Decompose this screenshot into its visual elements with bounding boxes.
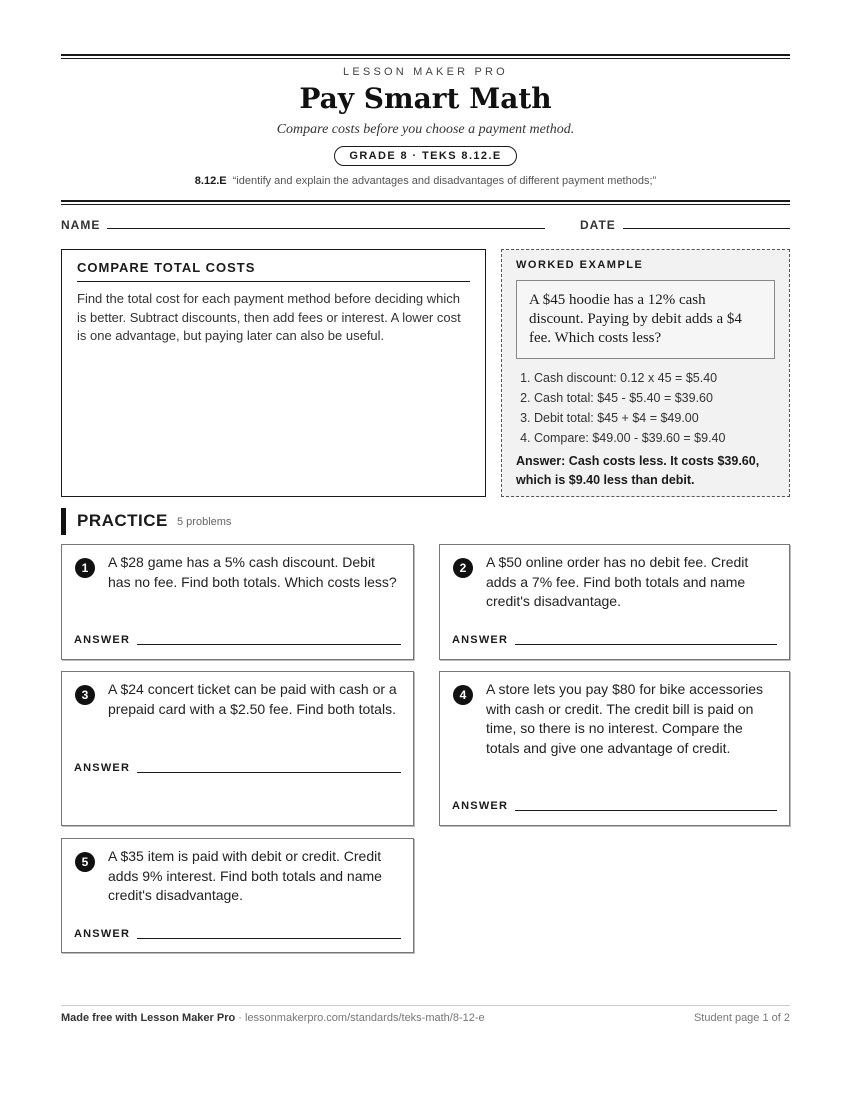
compare-body: Find the total cost for each payment method before deciding which is better. Subtract discounts, then add fees or interest. A lower cost is one advantage, but paying later can also be useful.: [77, 291, 461, 343]
name-label: NAME: [61, 218, 101, 232]
standard-line: [61, 175, 790, 187]
answer-label: ANSWER: [74, 634, 131, 646]
problem-card-5: [61, 838, 414, 953]
problem-card-1: [61, 544, 414, 660]
problem-text: A store lets you pay $80 for bike accessories with cash or credit. The credit bill is paid on time, so there is no interest. Compare the totals and give one advantage of credit.: [486, 681, 764, 756]
worked-problem: A $45 hoodie has a 12% cash discount. Paying by debit adds a $4 fee. Which costs less?: [516, 280, 775, 359]
worked-step: 3. Debit total: $45 + $4 = $49.00: [534, 408, 775, 428]
answer-line[interactable]: [137, 772, 401, 773]
practice-title: PRACTICE: [77, 511, 168, 530]
problem-text: A $28 game has a 5% cash discount. Debit has no fee. Find both totals. Which costs less?: [108, 554, 397, 590]
problem-number-badge: 2: [453, 558, 473, 578]
worked-answer: Answer: Cash costs less. It costs $39.60, which is $9.40 less than debit.: [516, 454, 760, 487]
header-bottom-rule: [61, 200, 790, 205]
worked-step: 1. Cash discount: 0.12 x 45 = $5.40: [534, 368, 775, 388]
worked-step: 2. Cash total: $45 - $5.40 = $39.60: [534, 388, 775, 408]
standard-text: “identify and explain the advantages and disadvantages of different payment methods;”: [232, 175, 657, 187]
worked-steps: [516, 368, 775, 448]
grade-badge-wrap: [61, 146, 790, 166]
practice-accent-bar: [61, 508, 66, 535]
answer-label: ANSWER: [452, 800, 509, 812]
answer-label: ANSWER: [452, 634, 509, 646]
answer-line[interactable]: [137, 644, 401, 645]
problem-number-badge: 4: [453, 685, 473, 705]
compare-heading: COMPARE TOTAL COSTS: [77, 260, 470, 282]
page-subtitle: Compare costs before you choose a payment method.: [276, 122, 575, 137]
problem-card-2: [439, 544, 790, 660]
page-title: Pay Smart Math: [299, 82, 552, 115]
worksheet-page: [61, 0, 790, 1100]
footer-url[interactable]: · lessonmakerpro.com/standards/teks-math/8-12-e: [235, 1012, 485, 1024]
footer-page-number: Student page 1 of 2: [693, 1012, 790, 1024]
problem-card-4: [439, 671, 790, 826]
standard-code: 8.12.E: [194, 175, 227, 187]
date-line[interactable]: [623, 228, 790, 229]
worked-example-box: [501, 249, 790, 497]
compare-costs-box: [61, 249, 486, 497]
problem-number-badge: 3: [75, 685, 95, 705]
problem-text: A $35 item is paid with debit or credit. Credit adds 9% interest. Find both totals and name credit's disadvantage.: [108, 848, 382, 903]
problem-number-badge: 5: [75, 852, 95, 872]
answer-line[interactable]: [515, 644, 777, 645]
problem-card-3: [61, 671, 414, 826]
footer-rule: [61, 1005, 790, 1006]
answer-label: ANSWER: [74, 928, 131, 940]
answer-line[interactable]: [515, 810, 777, 811]
problem-number-badge: 1: [75, 558, 95, 578]
brand-name: LESSON MAKER PRO: [343, 66, 508, 78]
worked-heading: WORKED EXAMPLE: [516, 259, 644, 271]
footer-credit: [61, 1012, 485, 1024]
name-date-row: [61, 216, 790, 232]
footer-made-with: Made free with Lesson Maker Pro: [61, 1012, 236, 1024]
grade-badge: GRADE 8 · TEKS 8.12.E: [334, 146, 516, 166]
problem-text: A $24 concert ticket can be paid with cash or a prepaid card with a $2.50 fee. Find both totals.: [108, 681, 397, 717]
problem-text: A $50 online order has no debit fee. Credit adds a 7% fee. Find both totals and name credit's disadvantage.: [486, 554, 749, 609]
answer-label: ANSWER: [74, 762, 131, 774]
answer-line[interactable]: [137, 938, 401, 939]
header-top-rule: [61, 54, 790, 59]
worked-step: 4. Compare: $49.00 - $39.60 = $9.40: [534, 428, 775, 448]
practice-count: 5 problems: [177, 516, 232, 528]
date-label: DATE: [580, 218, 616, 232]
name-line[interactable]: [107, 228, 545, 229]
